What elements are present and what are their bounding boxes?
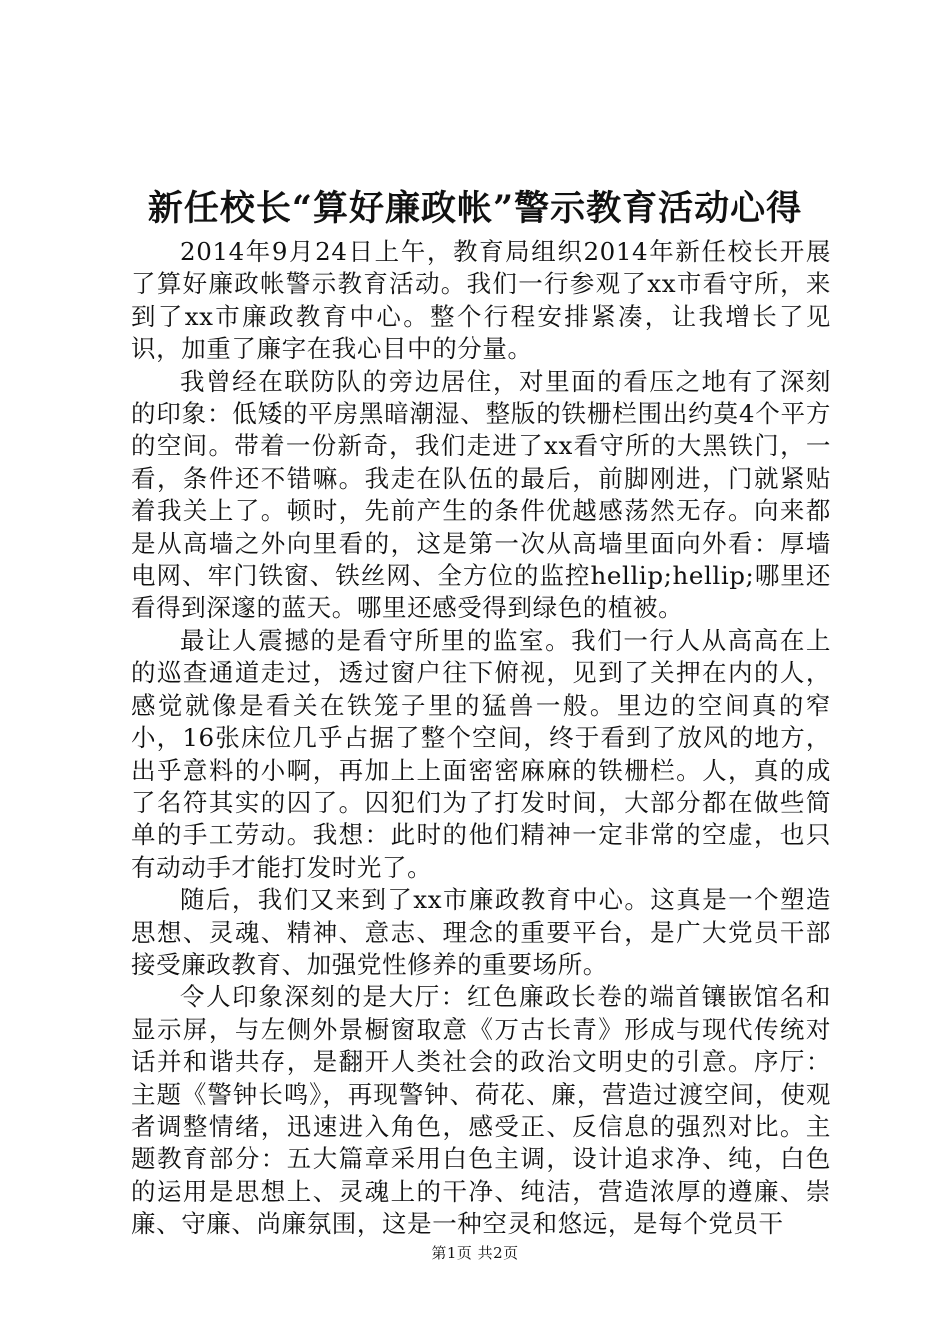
paragraph: 随后，我们又来到了xx市廉政教育中心。这真是一个塑造思想、灵魂、精神、意志、理念的重要平台，是广大党员干部接受廉政教育、加强党性修养的重要场所。	[131, 885, 831, 979]
document-title: 新任校长“算好廉政帐”警示教育活动心得	[147, 188, 803, 229]
paragraph: 2014年9月24日上午，教育局组织2014年新任校长开展了算好廉政帐警示教育活动。我们一行参观了xx市看守所，来到了xx市廉政教育中心。整个行程安排紧凑，让我增长了见识，加重了廉字在我心目中的分量。	[131, 237, 831, 364]
paragraph: 令人印象深刻的是大厅：红色廉政长卷的端首镶嵌馆名和显示屏，与左侧外景橱窗取意《万古长青》形成与现代传统对话并和谐共存，是翻开人类社会的政治文明史的引意。序厅：主题《警钟长鸣》，再现警钟、荷花、廉，营造过渡空间，使观者调整情绪，迅速进入角色，感受正、反信息的强烈对比。主题教育部分：五大篇章采用白色主调，设计追求净、纯，白色的运用是思想上、灵魂上的干净、纯洁，营造浓厚的遵廉、崇廉、守廉、尚廉氛围，这是一种空灵和悠远，是每个党员干	[131, 982, 831, 1239]
document-body	[131, 236, 831, 1241]
paragraph: 最让人震撼的是看守所里的监室。我们一行人从高高在上的巡查通道走过，透过窗户往下俯视，见到了关押在内的人，感觉就像是看关在铁笼子里的猛兽一般。里边的空间真的窄小，16张床位几乎占据了整个空间，终于看到了放风的地方，出乎意料的小啊，再加上上面密密麻麻的铁栅栏。人，真的成了名符其实的囚了。囚犯们为了打发时间，大部分都在做些简单的手工劳动。我想：此时的他们精神一定非常的空虚，也只有动动手才能打发时光了。	[131, 625, 831, 882]
page-footer: 第1页 共2页	[431, 1244, 519, 1262]
paragraph: 我曾经在联防队的旁边居住，对里面的看压之地有了深刻的印象：低矮的平房黑暗潮湿、整版的铁栅栏围出约莫4个平方的空间。带着一份新奇，我们走进了xx看守所的大黑铁门，一看，条件还不错嘛。我走在队伍的最后，前脚刚进，门就紧贴着我关上了。顿时，先前产生的条件优越感荡然无存。向来都是从高墙之外向里看的，这是第一次从高墙里面向外看：厚墙电网、牢门铁窗、铁丝网、全方位的监控hellip;hellip;哪里还看得到深邃的蓝天。哪里还感受得到绿色的植被。	[131, 366, 831, 623]
